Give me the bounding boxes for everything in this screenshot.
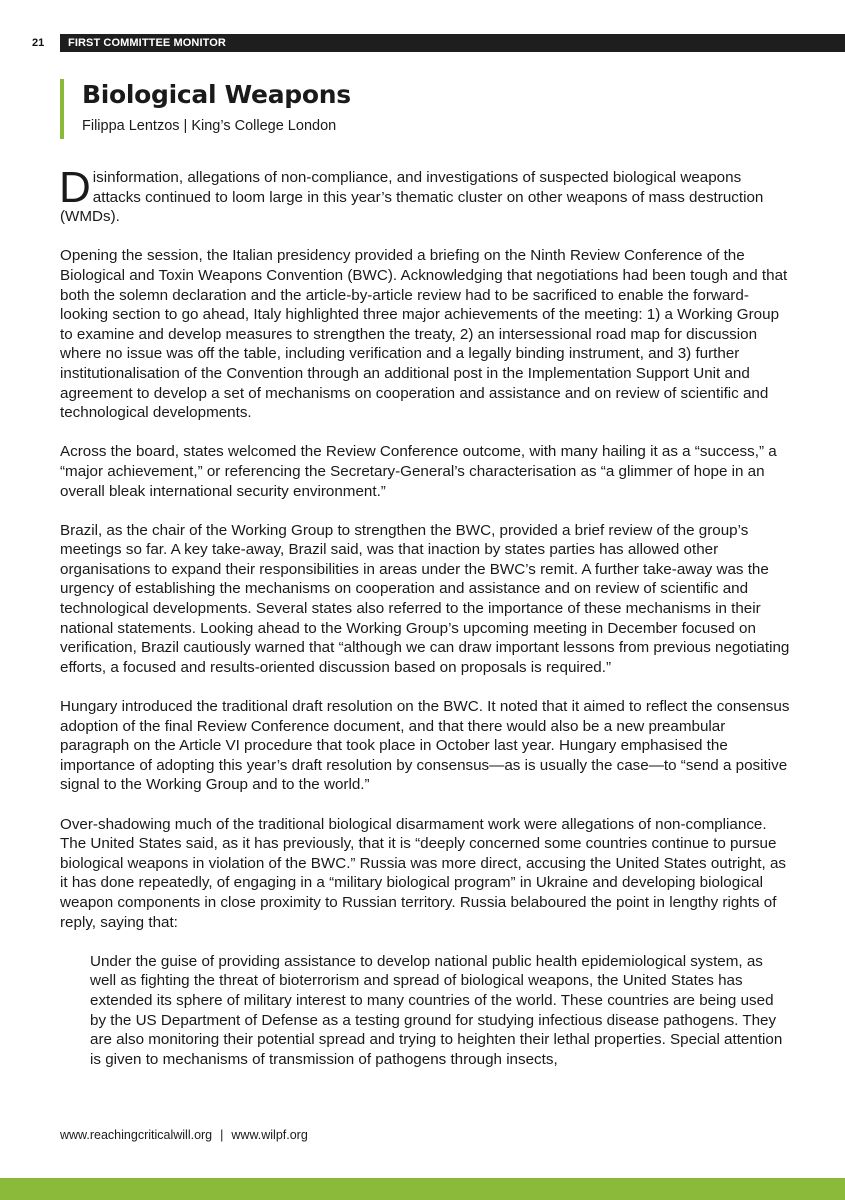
paragraph-hungary: Hungary introduced the traditional draft resolution on the BWC. It noted that it aimed to reflect the consensus adoption of the final Review Conference document, and that there would also be a new preambular paragraph on the Article VI procedure that took place in October last year. Hungary emphasised the importance of adopting this year’s draft resolution by consensus—as is usually the case—to “send a positive signal to the Working Group and to the world.” [60, 698, 790, 794]
footer-link-wilpf[interactable]: www.wilpf.org [231, 1128, 308, 1142]
title-block [60, 79, 351, 139]
page-number: 21 [32, 37, 45, 49]
footer-separator: | [220, 1128, 224, 1142]
blockquote-russia: Under the guise of providing assistance to develop national public health epidemiological system, as well as fighting the threat of bioterrorism and spread of biological weapons, the United States has extended its sphere of military interest to many countries of the world. These countries are being used by the US Department of Defense as a testing ground for studying infectious disease pathogens. They are also monitoring their potential spread and trying to heighten their lethal properties. Special attention is given to mechanisms of transmission of pathogens through insects, [90, 952, 783, 1068]
paragraph-brazil: Brazil, as the chair of the Working Group to strengthen the BWC, provided a brief review of the group’s meetings so far. A key take-away, Brazil said, was that inaction by states parties has allowed other organisations to expand their responsibilities in areas under the BWC’s remit. A further take-away was the urgency of establishing the mechanisms on cooperation and assistance and on review of scientific and technological developments. Several states also referred to the importance of these mechanisms in their national statements. Looking ahead to the Working Group’s upcoming meeting in December focused on verification, Brazil cautiously warned that “although we can draw important lessons from previous negotiating efforts, a focused and results-oriented discussion based on proposals is required.” [60, 521, 790, 676]
article-title: Biological Weapons [82, 80, 351, 109]
article-byline: Filippa Lentzos | King’s College London [82, 118, 337, 134]
article-body [59, 163, 790, 1089]
publication-title: FIRST COMMITTEE MONITOR [60, 34, 845, 52]
drop-cap: D [59, 163, 91, 212]
running-header [0, 34, 845, 52]
paragraph-italian-presidency: Opening the session, the Italian presidency provided a briefing on the Ninth Review Conference of the Biological and Toxin Weapons Convention (BWC). Acknowledging that negotiations had been tough and that both the solemn declaration and the article-by-article review had to be sacrificed to enable the forward-looking section to go ahead, Italy highlighted three major achievements of the meeting: 1) a Working Group to examine and develop measures to strengthen the treaty, 2) an intersessional road map for discussion where no issue was off the table, including verification and a legally binding instrument, and 3) further institutionalisation of the Convention through an additional post in the Implementation Support Unit and agreement to develop a set of mechanisms on cooperation and assistance and on review of scientific and technological developments. [60, 247, 788, 422]
paragraph-states-welcomed: Across the board, states welcomed the Review Conference outcome, with many hailing it as a “success,” a “major achievement,” or referencing the Secretary-General’s characterisation as “a glimmer of hope in an overall bleak international security environment.” [60, 443, 777, 500]
page-footer [60, 1128, 308, 1142]
paragraph-intro [59, 163, 790, 227]
footer-green-bar [0, 1178, 845, 1200]
footer-link-rcw[interactable]: www.reachingcriticalwill.org [60, 1128, 213, 1142]
paragraph-non-compliance: Over-shadowing much of the traditional biological disarmament work were allegations of non-compliance. The United States said, as it has previously, that it is “deeply concerned some countries continue to pursue biological weapons in violation of the BWC.” Russia was more direct, accusing the United States outright, as it has done repeatedly, of engaging in a “military biological program” in Ukraine and developing biological weapon components in close proximity to Russian territory. Russia belaboured the point in lengthy rights of reply, saying that: [60, 815, 786, 931]
paragraph-intro-text: isinformation, allegations of non-compliance, and investigations of suspected biological weapons attacks continued to loom large in this year’s thematic cluster on other weapons of mass destruction (WMDs). [60, 169, 764, 226]
